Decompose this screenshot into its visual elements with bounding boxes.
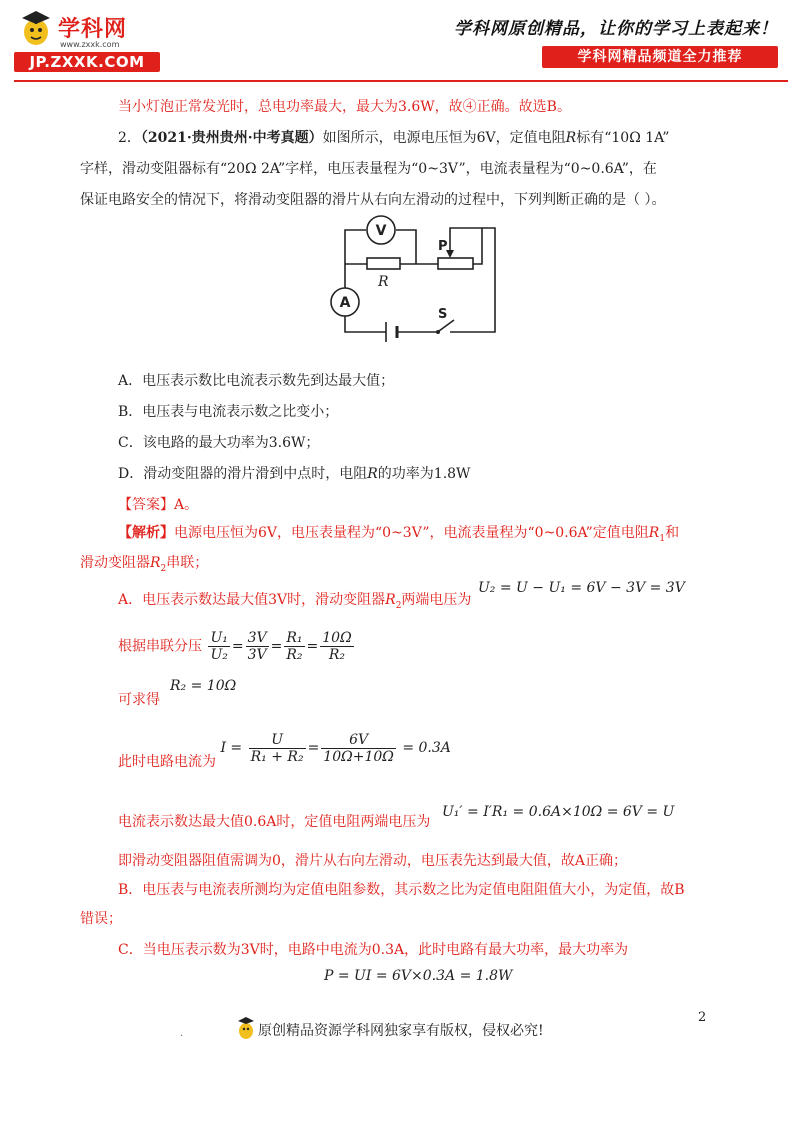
conclusion-a: 即滑动变阻器阻值需调为0，滑片从右向左滑动，电压表先达到最大值，故A正确； — [118, 853, 628, 869]
part-b-line-1: B．电压表与电流表所测均为定值电阻参数，其示数之比为定值电阻阻值大小，为定值，故B — [118, 882, 685, 898]
question-text: 标有“10Ω 1A” — [576, 130, 670, 146]
question-source: （2021·贵州贵州·中考真题） — [140, 130, 323, 146]
logo-text: 学科网 — [58, 17, 128, 42]
prev-conclusion: 当小灯泡正常发光时，总电功率最大，最大为3.6W，故④正确。故选B。 — [118, 99, 571, 115]
frac-num: U₁ — [210, 630, 228, 646]
page-number: 2 — [698, 1010, 707, 1025]
eq-i-lhs: I = — [220, 740, 243, 756]
mascot-icon — [236, 1014, 256, 1042]
series-ratio-line: 根据串联分压 $\frac{\text{U₁}}{\text{U₂}}$ = $\frac{3V}{3V}$ = $\frac{\text{R₁}}{\text{R₂}}$ = $\frac{10\Omega}{\text{R₂}}$ — [118, 630, 352, 663]
header-slogan: 学科网原创精品，让你的学习上表起来！ — [454, 19, 778, 39]
option-d-text: 的功率为1.8W — [377, 466, 471, 482]
frac-num: U — [249, 732, 306, 749]
analysis-label: 【解析】 — [118, 525, 174, 541]
fraction-3v-3v — [246, 630, 269, 663]
mascot-icon — [18, 8, 56, 50]
symbol-R1: R — [648, 525, 660, 541]
part-a-line: A．电压表示数达最大值3V时，滑动变阻器$R_2$两端电压为 — [118, 592, 472, 611]
frac-den: R₁ + R₂ — [250, 748, 304, 765]
question-2-line-3: 保证电路安全的情况下，将滑动变阻器的滑片从右向左滑动的过程中，下列判断正确的是（ ）。 — [80, 192, 666, 208]
switch-label: S — [438, 307, 448, 322]
question-2-line-2: 字样，滑动变阻器标有“20Ω 2A”字样，电压表量程为“0~3V”，电流表量程为“0~0.6A”，在 — [80, 161, 657, 177]
option-c: C．该电路的最大功率为3.6W； — [118, 435, 320, 451]
analysis-line-2: 滑动变阻器$R_2$串联； — [80, 555, 209, 574]
fraction-u-over-r — [249, 732, 306, 765]
footer-text: 原创精品资源学科网独家享有版权，侵权必究! — [258, 1023, 544, 1039]
symbol-R: R — [565, 130, 577, 146]
resistor-icon — [367, 258, 400, 269]
part-c-line: C．当电压表示数为3V时，电路中电流为0.3A，此时电路有最大功率，最大功率为 — [118, 942, 629, 958]
frac-den: U₂ — [210, 647, 228, 663]
can-get-label: 可求得 — [118, 692, 160, 708]
footer-copyright — [258, 1020, 544, 1040]
slider-label: P — [438, 239, 448, 254]
voltmeter-label: V — [375, 223, 387, 239]
equation-r2: R₂ = 10Ω — [170, 678, 237, 694]
option-b: B．电压表与电流表示数之比变小； — [118, 404, 339, 420]
question-text: 如图所示，电源电压恒为6V，定值电阻 — [322, 130, 566, 146]
ammeter-label: A — [339, 295, 351, 311]
equation-u1-prime: U₁′ = I′R₁ = 0.6A×10Ω = 6V = U — [442, 804, 675, 820]
answer: 【答案】A。 — [118, 497, 199, 513]
circuit-diagram — [330, 214, 502, 346]
channel-banner — [542, 46, 778, 68]
series-label: 根据串联分压 — [118, 638, 202, 655]
frac-num: 3V — [247, 630, 267, 646]
symbol-R: R — [367, 466, 378, 482]
logo-url: JP.ZXXK.COM — [29, 53, 145, 71]
analysis-text: 和 — [665, 525, 680, 541]
part-a-text: 两端电压为 — [401, 592, 472, 608]
option-d-text: D．滑动变阻器的滑片滑到中点时，电阻 — [118, 466, 368, 482]
eq-i-rhs: = 0.3A — [402, 740, 451, 756]
fraction-r1-r2 — [284, 630, 304, 663]
frac-num: 10Ω — [322, 630, 352, 646]
part-a-text: A．电压表示数达最大值3V时，滑动变阻器 — [118, 592, 386, 608]
fraction-6v-over-20 — [321, 732, 396, 765]
symbol-R2: R — [150, 555, 161, 571]
question-number: 2． — [118, 130, 141, 146]
current-label: 此时电路电流为 — [118, 754, 216, 770]
header-divider — [14, 80, 788, 82]
analysis-text: 电源电压恒为6V，电压表量程为“0~3V”，电流表量程为“0~0.6A”定值电阻 — [174, 525, 649, 541]
frac-num: R₁ — [286, 630, 303, 646]
part-b-line-2: 错误； — [80, 911, 122, 927]
equation-power: P = UI = 6V×0.3A = 1.8W — [324, 968, 513, 984]
analysis-text: 滑动变阻器 — [80, 555, 150, 571]
frac-den: R₂ — [286, 647, 303, 663]
current-equation-line: 此时电路电流为 I = $\frac{U}{\text{R₁ + R₂}}$ = $\frac{6V}{10\Omega+10\Omega}$ = 0.3A — [118, 731, 451, 770]
channel-text: 学科网精品频道全力推荐 — [577, 49, 743, 65]
analysis-line-1: 【解析】电源电压恒为6V，电压表量程为“0~3V”，电流表量程为“0~0.6A”定值电阻$R_1$和 — [118, 525, 680, 544]
symbol-R2: R — [385, 592, 396, 608]
frac-den: R₂ — [328, 647, 346, 663]
fraction-10-r2 — [320, 630, 353, 663]
option-a: A．电压表示数比电流表示数先到达最大值； — [118, 373, 395, 389]
question-2-line-1 — [118, 128, 669, 148]
site-logo[interactable] — [14, 8, 174, 74]
analysis-text: 串联； — [166, 555, 209, 571]
frac-num: 6V — [321, 732, 396, 749]
rheostat-icon — [438, 258, 473, 269]
ammeter-max-line: 电流表示数达最大值0.6A时，定值电阻两端电压为 — [118, 814, 431, 830]
logo-url-bar — [14, 52, 160, 72]
footer-dot: . — [180, 1028, 184, 1039]
fraction-u1-u2 — [208, 630, 229, 663]
frac-den: 3V — [247, 647, 267, 663]
option-d — [118, 464, 470, 484]
equation-u2: U₂ = U − U₁ = 6V − 3V = 3V — [478, 580, 685, 596]
logo-url-small: www.zxxk.com — [60, 40, 120, 49]
frac-den: 10Ω+10Ω — [323, 748, 394, 765]
resistor-label: R — [378, 274, 389, 290]
